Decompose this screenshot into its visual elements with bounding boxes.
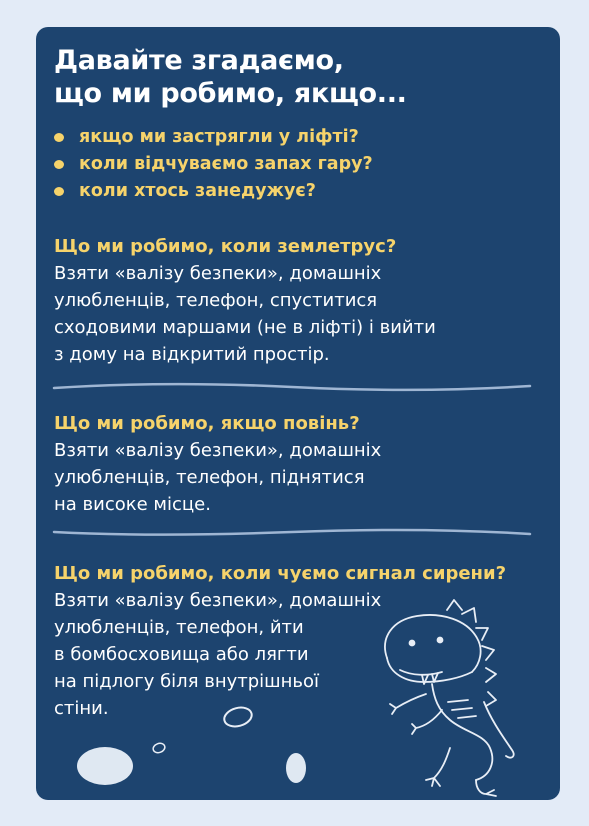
answer-line: Взяти «валізу безпеки», домашніх (54, 590, 382, 611)
section-answer (54, 437, 381, 518)
page-title (54, 44, 407, 110)
section-answer (54, 260, 436, 368)
list-item (54, 124, 373, 151)
list-item (54, 151, 373, 178)
egg-filled-icon (282, 748, 310, 788)
question-list (54, 124, 373, 205)
answer-line: на високе місце. (54, 494, 211, 515)
title-line-1: Давайте згадаємо, (54, 45, 344, 76)
section-question: Що ми робимо, якщо повінь? (54, 413, 360, 434)
answer-line: сходовими маршами (не в ліфті) і вийти (54, 317, 436, 338)
section-earthquake (54, 233, 436, 368)
list-item-text: якщо ми застрягли у ліфті? (79, 127, 359, 147)
section-question: Що ми робимо, коли чуємо сигнал сирени? (54, 563, 507, 584)
list-item-text: коли хтось занедужує? (79, 181, 316, 201)
section-flood (54, 410, 381, 518)
bullet-dot-icon (54, 187, 64, 196)
egg-outline-icon (220, 702, 256, 732)
small-egg-icon (150, 740, 168, 756)
wave-divider (52, 381, 532, 393)
egg-filled-icon (74, 742, 136, 790)
answer-line: Взяти «валізу безпеки», домашніх (54, 440, 382, 461)
answer-line: на підлогу біля внутрішньої (54, 671, 320, 692)
answer-line: улюбленців, телефон, спуститися (54, 290, 378, 311)
section-question: Що ми робимо, коли землетрус? (54, 236, 397, 257)
answer-line: улюбленців, телефон, йти (54, 617, 304, 638)
list-item-text: коли відчуваємо запах гару? (79, 154, 373, 174)
wave-divider (52, 527, 532, 539)
bullet-dot-icon (54, 160, 64, 169)
answer-line: в бомбосховища або лягти (54, 644, 309, 665)
title-line-2: що ми робимо, якщо... (54, 78, 407, 109)
list-item (54, 178, 373, 205)
answer-line: Взяти «валізу безпеки», домашніх (54, 263, 382, 284)
answer-line: улюбленців, телефон, піднятися (54, 467, 365, 488)
answer-line: стіни. (54, 698, 109, 719)
dinosaur-icon (372, 598, 522, 798)
answer-line: з дому на відкритий простір. (54, 344, 330, 365)
bullet-dot-icon (54, 133, 64, 142)
